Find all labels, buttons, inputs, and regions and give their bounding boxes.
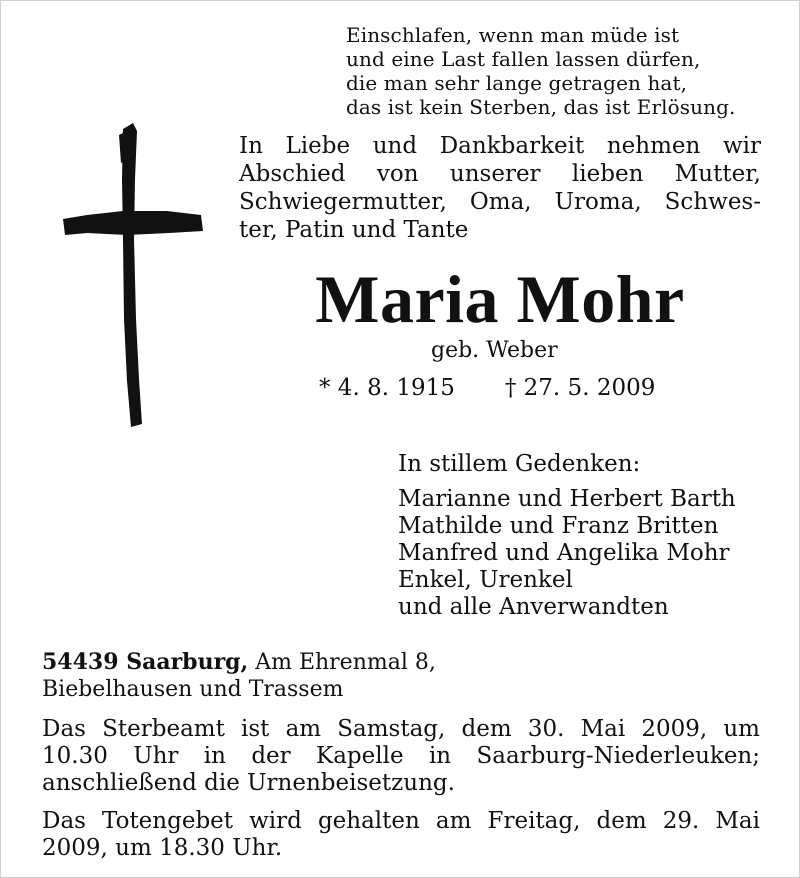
mourner-name: Manfred und Angelika Mohr	[398, 540, 730, 566]
address-line	[42, 649, 436, 676]
poem-line: das ist kein Sterben, das ist Erlösung.	[346, 95, 736, 119]
poem-line: Einschlafen, wenn man müde ist	[346, 23, 680, 47]
requiem-notice	[42, 716, 760, 797]
requiem-line: 10.30 Uhr in der Kapelle in Saarburg-Niederleuken;	[42, 743, 760, 769]
mourner-name: Marianne und Herbert Barth	[398, 486, 736, 512]
life-dates	[319, 373, 655, 403]
street: Am Ehrenmal 8,	[248, 650, 436, 675]
poem-line: die man sehr lange getragen hat,	[346, 71, 688, 95]
intro-line: In Liebe und Dankbarkeit nehmen wir	[239, 133, 761, 159]
mourners-heading: In stillem Gedenken:	[398, 451, 641, 477]
mourners-list	[398, 486, 736, 621]
intro-line: Schwiegermutter, Oma, Uroma, Schwes-	[239, 189, 761, 215]
postal-city: 54439 Saarburg,	[42, 649, 249, 675]
intro-line: Abschied von unserer lieben Mutter,	[239, 161, 761, 187]
death-date: † 27. 5. 2009	[504, 375, 656, 401]
prayer-line: Das Totengebet wird gehalten am Freitag, dem 29. Mai	[42, 808, 760, 834]
mourner-name: Mathilde und Franz Britten	[398, 513, 719, 539]
intro-text	[239, 132, 761, 244]
prayer-notice	[42, 808, 760, 862]
requiem-line: anschließend die Urnenbeisetzung.	[42, 770, 455, 796]
poem	[346, 23, 735, 119]
requiem-line: Das Sterbeamt ist am Samstag, dem 30. Mai 2009, um	[42, 716, 760, 742]
maiden-name: geb. Weber	[431, 338, 558, 363]
poem-line: und eine Last fallen lassen dürfen,	[346, 47, 701, 71]
mourner-name: Enkel, Urenkel	[398, 567, 573, 593]
prayer-line: 2009, um 18.30 Uhr.	[42, 835, 283, 861]
birth-date: * 4. 8. 1915	[319, 375, 455, 401]
mourner-name: und alle Anverwandten	[398, 594, 669, 620]
address-line-2: Biebelhausen und Trassem	[42, 677, 344, 702]
address	[42, 649, 436, 703]
intro-line: ter, Patin und Tante	[239, 217, 469, 243]
deceased-name: Maria Mohr	[315, 261, 685, 337]
cross-icon	[57, 119, 207, 431]
